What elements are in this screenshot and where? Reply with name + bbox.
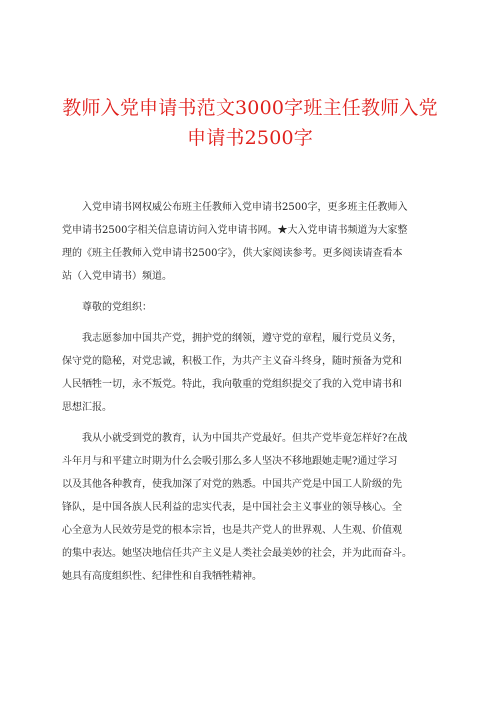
title-line-1: 教师入党申请书范文3000字班主任教师入党 — [62, 97, 438, 119]
text-line: 入党申请书网权威公布班主任教师入党申请书2500字，更多班主任教师入 — [82, 202, 408, 213]
text-line: 斗年月与和平建立时期为什么会吸引那么多人坚决不移地跟她走呢?通过学习 — [62, 456, 398, 467]
text-line: 保守党的隐秘，对党忠诚，积极工作，为共产主义奋斗终身，随时预备为党和 — [62, 356, 402, 367]
body-paragraph-2 — [62, 427, 442, 588]
intro-paragraph — [62, 196, 442, 288]
title-line-2: 申请书2500字 — [187, 127, 313, 149]
body-paragraph-1 — [62, 327, 442, 419]
text-line: 以及其他各种教育，使我加深了对党的熟悉。中国共产党是中国工人阶级的先 — [62, 479, 402, 490]
text-line: 人民牺牲一切，永不叛党。特此，我向敬重的党组织提交了我的入党申请书和 — [62, 379, 402, 390]
text-line: 我从小就受到党的教育，认为中国共产党最好。但共产党毕竟怎样好?在战 — [82, 433, 408, 444]
text-line: 站（入党申请书）频道。 — [62, 271, 172, 282]
text-line: 思想汇报。 — [62, 402, 112, 413]
text-line: 党申请书2500字相关信息请访问入党申请书网。★大入党申请书频道为大家整 — [62, 225, 408, 236]
text-line: 心全意为人民效劳是党的根本宗旨，也是共产党人的世界观、人生观、价值观 — [62, 525, 402, 536]
text-line: 她具有高度组织性、纪律性和自我牺牲精神。 — [62, 571, 262, 582]
document-body — [62, 196, 442, 596]
text-line: 理的《班主任教师入党申请书2500字》，供大家阅读参考。更多阅读请查看本 — [62, 248, 403, 259]
text-line: 的集中表达。她坚决地信任共产主义是人类社会最美妙的社会，并为此而奋斗。 — [62, 548, 412, 559]
text-line: 我志愿参加中国共产党，拥护党的纲领，遵守党的章程，履行党员义务， — [82, 333, 402, 344]
document-title — [40, 93, 460, 153]
salutation: 尊敬的党组织： — [82, 302, 152, 313]
text-line: 锋队，是中国各族人民利益的忠实代表，是中国社会主义事业的领导核心。全 — [62, 502, 402, 513]
